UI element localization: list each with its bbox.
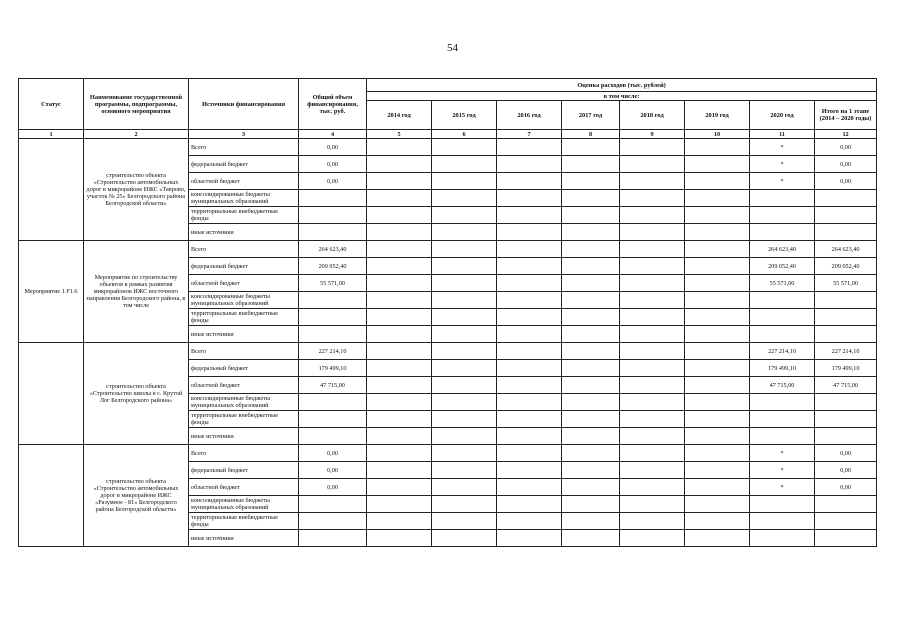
year-2020-amount-cell: *	[750, 445, 815, 462]
year-amount-cell	[562, 190, 620, 207]
year-amount-cell	[367, 411, 432, 428]
year-amount-cell	[562, 224, 620, 241]
year-2020-amount-cell: 209 052,40	[750, 258, 815, 275]
year-amount-cell	[497, 343, 562, 360]
year-amount-cell	[432, 258, 497, 275]
table-row	[19, 241, 877, 258]
year-amount-cell	[562, 173, 620, 190]
header-estimate: Оценка расходов (тыс. рублей)	[367, 79, 877, 92]
year-amount-cell	[497, 156, 562, 173]
year-amount-cell	[432, 207, 497, 224]
year-amount-cell	[367, 462, 432, 479]
year-amount-cell	[620, 241, 685, 258]
year-amount-cell	[562, 241, 620, 258]
stage-total-amount-cell: 0,00	[815, 479, 877, 496]
year-amount-cell	[432, 496, 497, 513]
year-amount-cell	[562, 394, 620, 411]
year-2020-amount-cell: 55 571,00	[750, 275, 815, 292]
year-2020-amount-cell: 227 214,10	[750, 343, 815, 360]
total-amount-cell: 0,00	[299, 462, 367, 479]
column-number: 9	[620, 130, 685, 139]
header-total: Общий объем финансирования, тыс. руб.	[299, 79, 367, 130]
funding-source-cell: территориальные внебюджетные фонды	[189, 513, 299, 530]
table-row	[19, 139, 877, 156]
year-amount-cell	[497, 190, 562, 207]
year-2020-amount-cell: *	[750, 156, 815, 173]
year-amount-cell	[620, 479, 685, 496]
year-amount-cell	[367, 173, 432, 190]
year-amount-cell	[497, 496, 562, 513]
funding-source-cell: территориальные внебюджетные фонды	[189, 207, 299, 224]
total-amount-cell	[299, 326, 367, 343]
stage-total-amount-cell: 55 571,00	[815, 275, 877, 292]
year-amount-cell	[685, 292, 750, 309]
funding-source-cell: консолидированные бюджеты муниципальных образований	[189, 292, 299, 309]
page-number: 54	[447, 42, 458, 54]
year-amount-cell	[620, 224, 685, 241]
year-amount-cell	[620, 190, 685, 207]
year-amount-cell	[685, 275, 750, 292]
year-2020-amount-cell: *	[750, 173, 815, 190]
funding-source-cell: федеральный бюджет	[189, 462, 299, 479]
stage-total-amount-cell	[815, 394, 877, 411]
stage-total-amount-cell: 0,00	[815, 445, 877, 462]
year-2020-amount-cell	[750, 309, 815, 326]
total-amount-cell	[299, 224, 367, 241]
stage-total-amount-cell	[815, 207, 877, 224]
year-amount-cell	[432, 139, 497, 156]
stage-total-amount-cell	[815, 190, 877, 207]
year-amount-cell	[367, 190, 432, 207]
year-2020-amount-cell	[750, 411, 815, 428]
total-amount-cell: 0,00	[299, 445, 367, 462]
year-amount-cell	[367, 428, 432, 445]
year-amount-cell	[367, 241, 432, 258]
stage-total-amount-cell	[815, 292, 877, 309]
header-year: 2016 год	[497, 101, 562, 130]
year-amount-cell	[367, 360, 432, 377]
year-amount-cell	[497, 326, 562, 343]
year-2020-amount-cell: *	[750, 139, 815, 156]
year-2020-amount-cell	[750, 513, 815, 530]
year-amount-cell	[620, 258, 685, 275]
year-amount-cell	[562, 275, 620, 292]
table-row	[19, 445, 877, 462]
year-amount-cell	[497, 411, 562, 428]
stage-total-amount-cell	[815, 411, 877, 428]
year-amount-cell	[432, 530, 497, 547]
year-amount-cell	[562, 343, 620, 360]
year-amount-cell	[497, 513, 562, 530]
year-amount-cell	[367, 513, 432, 530]
status-cell	[19, 343, 84, 445]
year-amount-cell	[562, 360, 620, 377]
year-amount-cell	[620, 462, 685, 479]
year-2020-amount-cell: 264 623,40	[750, 241, 815, 258]
funding-source-cell: консолидированные бюджеты муниципальных образований	[189, 190, 299, 207]
year-amount-cell	[432, 173, 497, 190]
total-amount-cell: 47 715,00	[299, 377, 367, 394]
year-amount-cell	[620, 309, 685, 326]
year-amount-cell	[432, 479, 497, 496]
year-amount-cell	[685, 190, 750, 207]
year-amount-cell	[432, 513, 497, 530]
stage-total-amount-cell: 209 052,40	[815, 258, 877, 275]
stage-total-amount-cell: 0,00	[815, 462, 877, 479]
total-amount-cell	[299, 411, 367, 428]
year-amount-cell	[432, 241, 497, 258]
total-amount-cell: 0,00	[299, 479, 367, 496]
total-amount-cell	[299, 394, 367, 411]
year-amount-cell	[562, 428, 620, 445]
year-amount-cell	[432, 377, 497, 394]
year-amount-cell	[562, 462, 620, 479]
year-2020-amount-cell	[750, 394, 815, 411]
year-amount-cell	[497, 377, 562, 394]
year-amount-cell	[497, 360, 562, 377]
year-amount-cell	[562, 309, 620, 326]
header-year: 2017 год	[562, 101, 620, 130]
year-amount-cell	[562, 258, 620, 275]
total-amount-cell: 209 052,40	[299, 258, 367, 275]
year-amount-cell	[497, 258, 562, 275]
header-including: в том числе:	[367, 92, 877, 101]
year-amount-cell	[685, 445, 750, 462]
stage-total-amount-cell	[815, 428, 877, 445]
total-amount-cell	[299, 207, 367, 224]
year-amount-cell	[620, 343, 685, 360]
year-amount-cell	[497, 530, 562, 547]
year-amount-cell	[432, 326, 497, 343]
year-amount-cell	[432, 343, 497, 360]
stage-total-amount-cell: 0,00	[815, 173, 877, 190]
year-amount-cell	[432, 190, 497, 207]
year-amount-cell	[685, 258, 750, 275]
year-amount-cell	[497, 428, 562, 445]
year-amount-cell	[620, 360, 685, 377]
year-amount-cell	[685, 156, 750, 173]
year-amount-cell	[367, 530, 432, 547]
year-amount-cell	[367, 479, 432, 496]
year-amount-cell	[685, 462, 750, 479]
year-amount-cell	[562, 156, 620, 173]
year-2020-amount-cell: 47 715,00	[750, 377, 815, 394]
stage-total-amount-cell	[815, 513, 877, 530]
total-amount-cell	[299, 428, 367, 445]
stage-total-amount-cell	[815, 224, 877, 241]
year-amount-cell	[620, 326, 685, 343]
year-amount-cell	[497, 207, 562, 224]
funding-source-cell: Всего	[189, 241, 299, 258]
year-amount-cell	[685, 343, 750, 360]
header-year: 2019 год	[685, 101, 750, 130]
year-amount-cell	[620, 173, 685, 190]
header-year: 2018 год	[620, 101, 685, 130]
total-amount-cell: 0,00	[299, 156, 367, 173]
year-2020-amount-cell	[750, 428, 815, 445]
year-amount-cell	[685, 479, 750, 496]
year-amount-cell	[685, 207, 750, 224]
header-name: Наименование государственной программы, подпрограммы, основного мероприятия	[84, 79, 189, 130]
year-2020-amount-cell: *	[750, 462, 815, 479]
year-amount-cell	[685, 513, 750, 530]
funding-source-cell: консолидированные бюджеты муниципальных образований	[189, 496, 299, 513]
year-2020-amount-cell	[750, 530, 815, 547]
year-amount-cell	[497, 292, 562, 309]
year-amount-cell	[432, 224, 497, 241]
funding-source-cell: иные источники	[189, 224, 299, 241]
year-2020-amount-cell	[750, 207, 815, 224]
total-amount-cell: 0,00	[299, 173, 367, 190]
year-amount-cell	[497, 173, 562, 190]
year-amount-cell	[367, 445, 432, 462]
year-amount-cell	[367, 496, 432, 513]
year-amount-cell	[497, 275, 562, 292]
total-amount-cell	[299, 513, 367, 530]
year-2020-amount-cell: *	[750, 479, 815, 496]
year-amount-cell	[620, 411, 685, 428]
year-amount-cell	[367, 258, 432, 275]
year-amount-cell	[562, 513, 620, 530]
year-amount-cell	[562, 445, 620, 462]
year-amount-cell	[685, 496, 750, 513]
year-amount-cell	[432, 411, 497, 428]
year-amount-cell	[562, 479, 620, 496]
total-amount-cell	[299, 190, 367, 207]
column-number: 11	[750, 130, 815, 139]
year-amount-cell	[562, 377, 620, 394]
year-amount-cell	[562, 292, 620, 309]
year-amount-cell	[367, 326, 432, 343]
year-2020-amount-cell	[750, 224, 815, 241]
stage-total-amount-cell: 0,00	[815, 139, 877, 156]
year-amount-cell	[367, 377, 432, 394]
funding-source-cell: иные источники	[189, 428, 299, 445]
measure-name-cell: Мероприятие по строительству объектов в рамках развития микрорайонов ИЖС восточного направления Белгородского района, в том числе	[84, 241, 189, 343]
year-amount-cell	[620, 275, 685, 292]
funding-source-cell: областной бюджет	[189, 479, 299, 496]
year-amount-cell	[620, 530, 685, 547]
year-amount-cell	[497, 394, 562, 411]
measure-name-cell: строительство объекта «Строительство автомобильных дорог в микрорайоне ИЖС «Таврово, участок № 25» Белгородского района Белгородской области»	[84, 139, 189, 241]
year-amount-cell	[367, 394, 432, 411]
year-amount-cell	[685, 224, 750, 241]
stage-total-amount-cell: 264 623,40	[815, 241, 877, 258]
status-cell: Мероприятие 1.F1.6	[19, 241, 84, 343]
year-amount-cell	[367, 343, 432, 360]
status-cell	[19, 445, 84, 547]
total-amount-cell: 227 214,10	[299, 343, 367, 360]
column-number: 7	[497, 130, 562, 139]
measure-name-cell: строительство объекта «Строительство автомобильных дорог в микрорайоне ИЖС «Разумное - 81» Белгородского района Белгородской области»	[84, 445, 189, 547]
year-2020-amount-cell	[750, 190, 815, 207]
year-amount-cell	[432, 462, 497, 479]
year-amount-cell	[497, 309, 562, 326]
year-amount-cell	[620, 156, 685, 173]
funding-source-cell: территориальные внебюджетные фонды	[189, 411, 299, 428]
year-2020-amount-cell	[750, 292, 815, 309]
year-amount-cell	[685, 139, 750, 156]
total-amount-cell	[299, 309, 367, 326]
year-amount-cell	[620, 394, 685, 411]
column-number: 8	[562, 130, 620, 139]
year-amount-cell	[367, 224, 432, 241]
year-amount-cell	[432, 445, 497, 462]
column-number: 4	[299, 130, 367, 139]
year-amount-cell	[620, 513, 685, 530]
year-amount-cell	[367, 292, 432, 309]
total-amount-cell	[299, 496, 367, 513]
year-amount-cell	[685, 530, 750, 547]
column-number: 5	[367, 130, 432, 139]
column-number: 3	[189, 130, 299, 139]
year-amount-cell	[685, 411, 750, 428]
total-amount-cell: 264 623,40	[299, 241, 367, 258]
total-amount-cell: 0,00	[299, 139, 367, 156]
total-amount-cell	[299, 530, 367, 547]
year-amount-cell	[685, 377, 750, 394]
year-amount-cell	[562, 207, 620, 224]
year-amount-cell	[685, 173, 750, 190]
year-amount-cell	[432, 275, 497, 292]
year-2020-amount-cell	[750, 326, 815, 343]
header-sources: Источники финансирования	[189, 79, 299, 130]
funding-source-cell: консолидированные бюджеты муниципальных образований	[189, 394, 299, 411]
year-amount-cell	[685, 309, 750, 326]
funding-source-cell: Всего	[189, 343, 299, 360]
column-number: 6	[432, 130, 497, 139]
stage-total-amount-cell	[815, 326, 877, 343]
funding-source-cell: областной бюджет	[189, 275, 299, 292]
stage-total-amount-cell	[815, 496, 877, 513]
status-cell	[19, 139, 84, 241]
year-amount-cell	[562, 496, 620, 513]
year-amount-cell	[432, 360, 497, 377]
funding-source-cell: иные источники	[189, 326, 299, 343]
year-amount-cell	[562, 139, 620, 156]
year-amount-cell	[432, 394, 497, 411]
header-year: 2020 год	[750, 101, 815, 130]
year-amount-cell	[432, 309, 497, 326]
year-amount-cell	[620, 207, 685, 224]
year-amount-cell	[685, 428, 750, 445]
year-amount-cell	[562, 411, 620, 428]
year-2020-amount-cell: 179 499,10	[750, 360, 815, 377]
year-amount-cell	[562, 326, 620, 343]
column-number: 1	[19, 130, 84, 139]
funding-source-cell: Всего	[189, 445, 299, 462]
year-amount-cell	[620, 496, 685, 513]
year-amount-cell	[367, 139, 432, 156]
funding-source-cell: Всего	[189, 139, 299, 156]
header-year: 2014 год	[367, 101, 432, 130]
year-amount-cell	[432, 156, 497, 173]
funding-source-cell: федеральный бюджет	[189, 258, 299, 275]
year-amount-cell	[432, 292, 497, 309]
stage-total-amount-cell: 0,00	[815, 156, 877, 173]
header-stage-total: Итого на 1 этапе (2014 – 2020 годы)	[815, 101, 877, 130]
stage-total-amount-cell: 227 214,10	[815, 343, 877, 360]
total-amount-cell: 55 571,00	[299, 275, 367, 292]
funding-source-cell: иные источники	[189, 530, 299, 547]
column-number: 12	[815, 130, 877, 139]
year-amount-cell	[497, 479, 562, 496]
budget-table	[18, 78, 877, 547]
year-amount-cell	[620, 139, 685, 156]
year-amount-cell	[620, 445, 685, 462]
column-number: 2	[84, 130, 189, 139]
header-status: Статус	[19, 79, 84, 130]
year-amount-cell	[562, 530, 620, 547]
funding-source-cell: федеральный бюджет	[189, 156, 299, 173]
funding-source-cell: областной бюджет	[189, 173, 299, 190]
column-number: 10	[685, 130, 750, 139]
year-amount-cell	[685, 241, 750, 258]
year-amount-cell	[497, 224, 562, 241]
year-amount-cell	[497, 445, 562, 462]
year-amount-cell	[497, 462, 562, 479]
stage-total-amount-cell: 179 499,10	[815, 360, 877, 377]
stage-total-amount-cell	[815, 309, 877, 326]
stage-total-amount-cell	[815, 530, 877, 547]
total-amount-cell: 179 499,10	[299, 360, 367, 377]
year-amount-cell	[685, 326, 750, 343]
year-2020-amount-cell	[750, 496, 815, 513]
measure-name-cell: строительство объекта «Строительство школы в с. Крутой Лог Белгородского района»	[84, 343, 189, 445]
year-amount-cell	[620, 377, 685, 394]
stage-total-amount-cell: 47 715,00	[815, 377, 877, 394]
table-row	[19, 343, 877, 360]
year-amount-cell	[620, 292, 685, 309]
year-amount-cell	[367, 156, 432, 173]
year-amount-cell	[367, 309, 432, 326]
year-amount-cell	[367, 207, 432, 224]
total-amount-cell	[299, 292, 367, 309]
year-amount-cell	[685, 360, 750, 377]
header-year: 2015 год	[432, 101, 497, 130]
year-amount-cell	[367, 275, 432, 292]
year-amount-cell	[685, 394, 750, 411]
year-amount-cell	[497, 241, 562, 258]
year-amount-cell	[497, 139, 562, 156]
funding-source-cell: федеральный бюджет	[189, 360, 299, 377]
year-amount-cell	[620, 428, 685, 445]
funding-source-cell: территориальные внебюджетные фонды	[189, 309, 299, 326]
funding-source-cell: областной бюджет	[189, 377, 299, 394]
year-amount-cell	[432, 428, 497, 445]
